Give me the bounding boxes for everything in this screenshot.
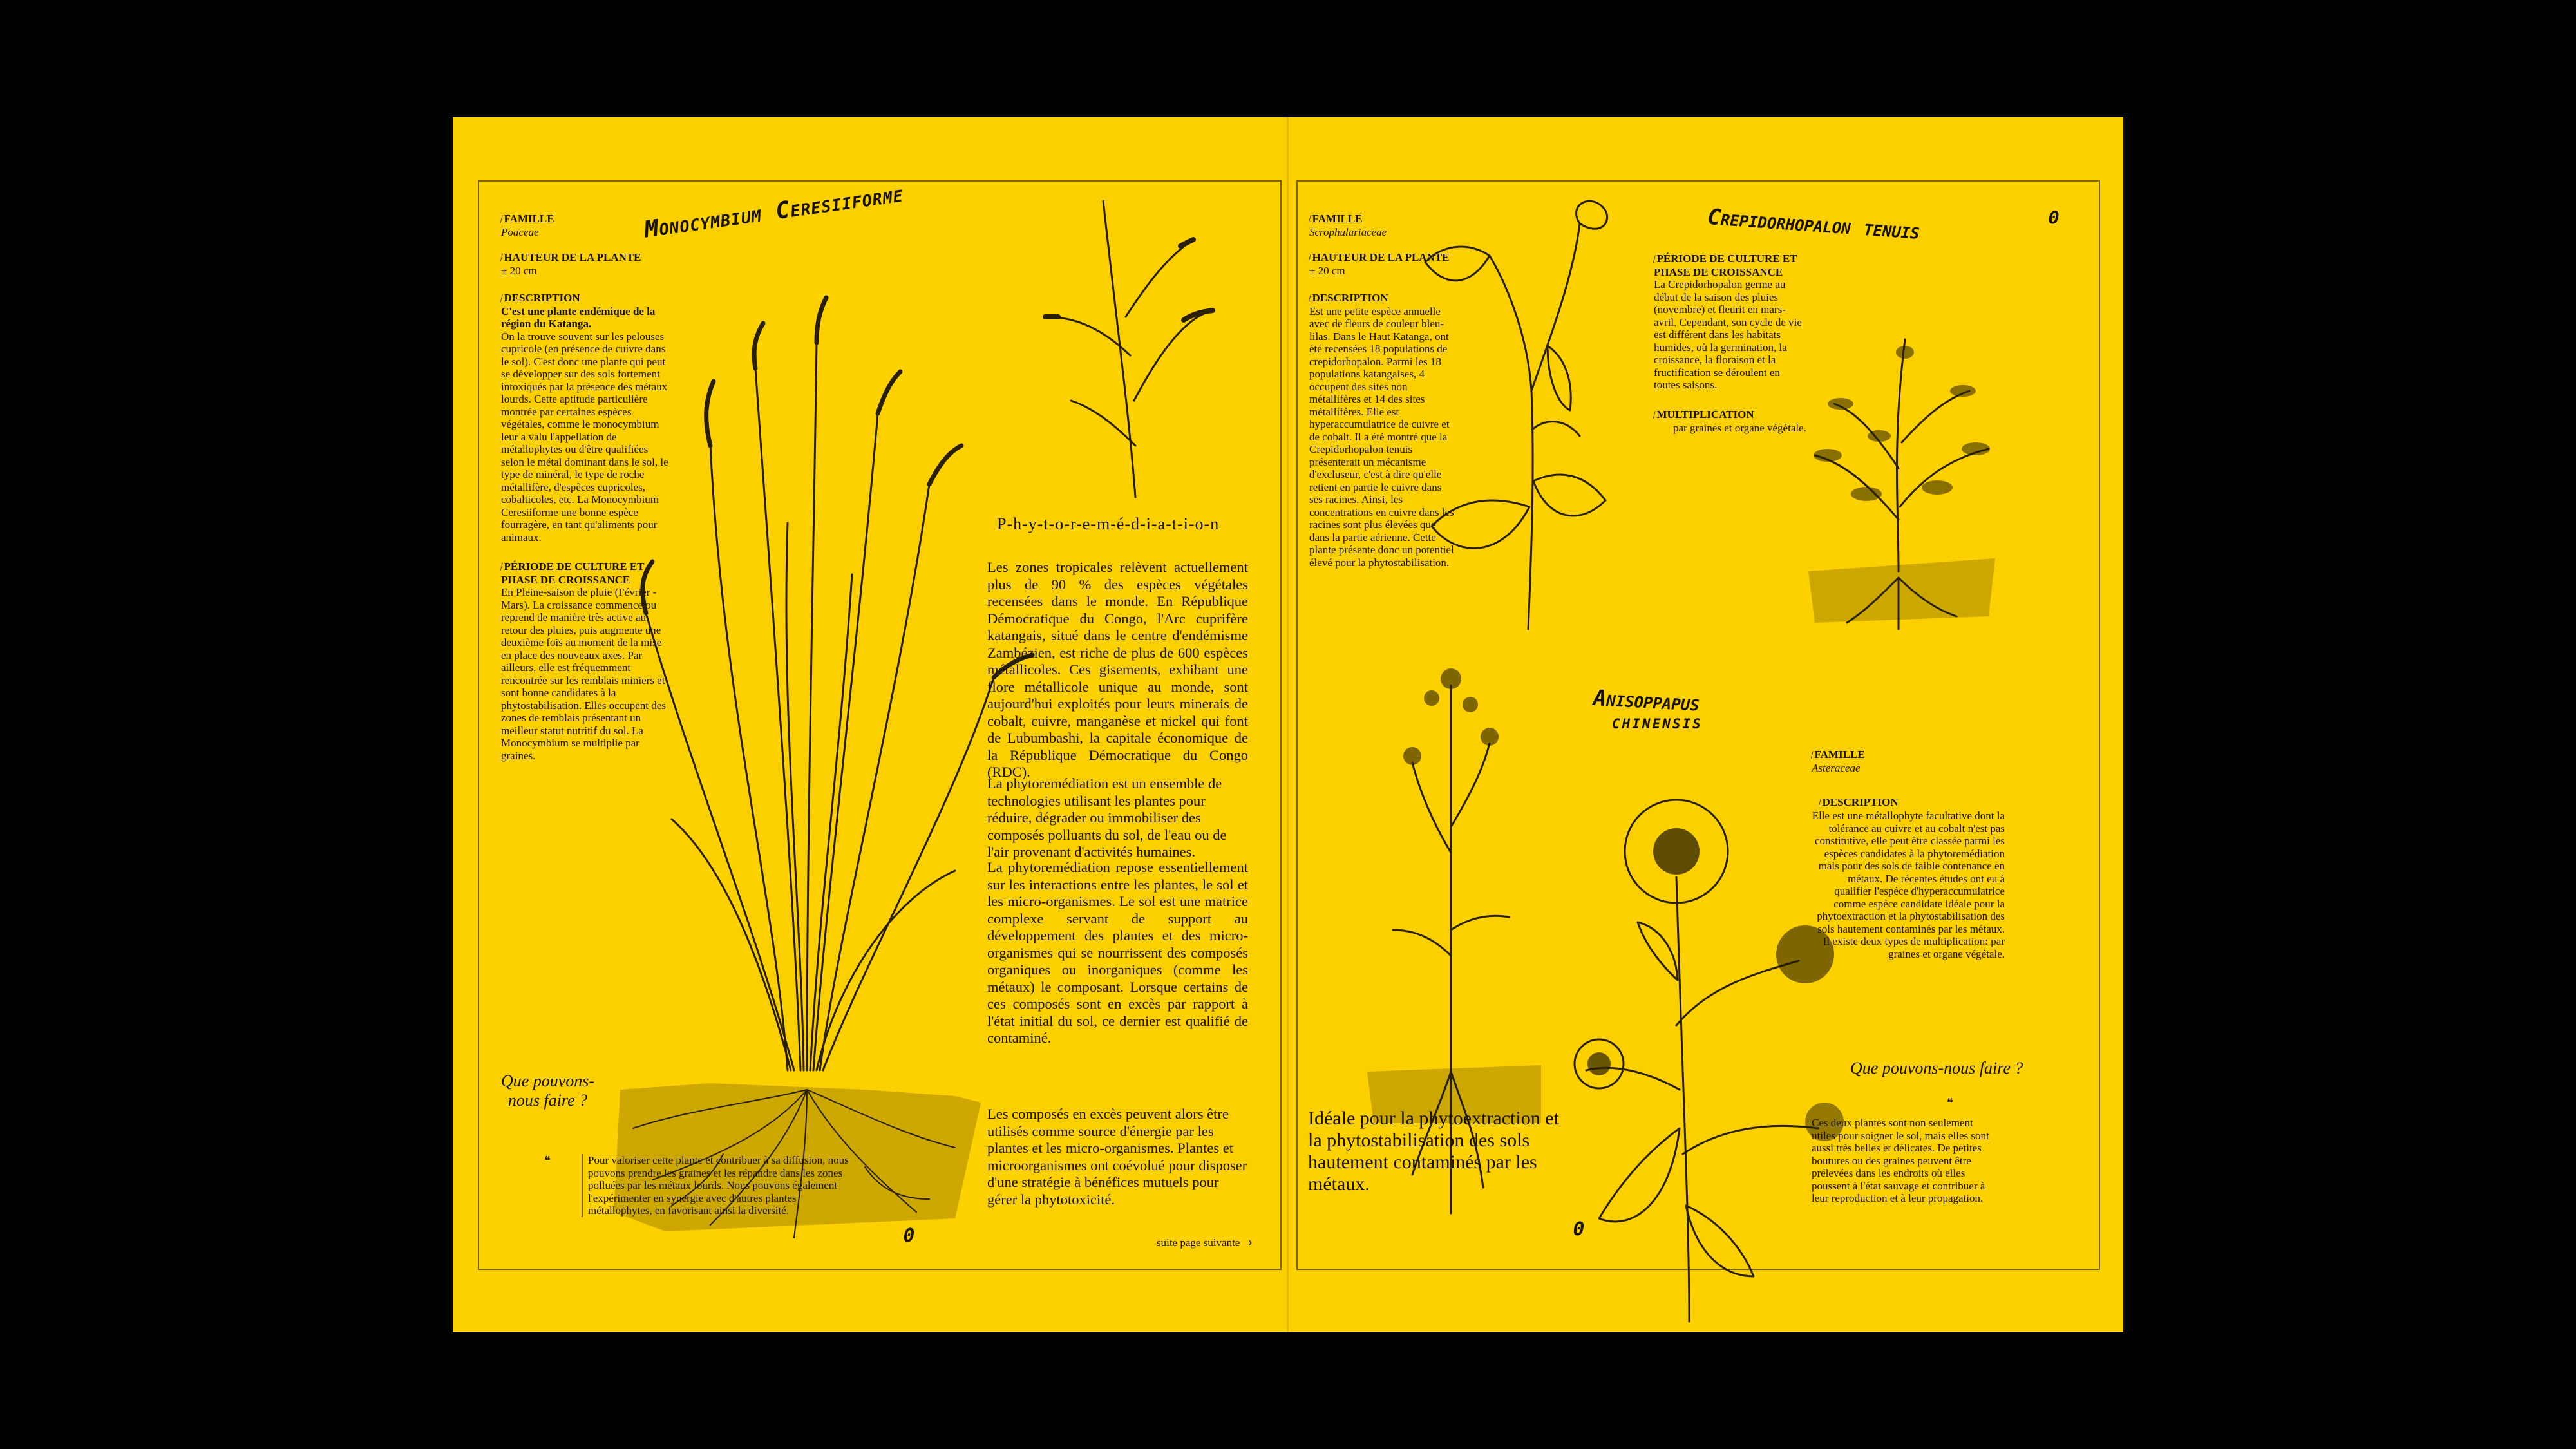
next-page-label: suite page suivante <box>1157 1236 1240 1249</box>
tick-icon: ⁄ <box>1810 750 1815 761</box>
page-gutter <box>1287 117 1289 1332</box>
phyto-paragraph-2: La phytoremédiation est un ensemble de technologies utilisant les plantes pour réduire, dégrader ou immobiliser des composés polluants du sol, de l'eau ou de l'air provenant d'activités humaines. <box>987 775 1227 860</box>
tick-icon: ⁄ <box>1817 798 1823 808</box>
tick-icon: ⁄ <box>1307 253 1313 263</box>
chevron-right-icon: › <box>1247 1233 1253 1249</box>
crep-family-label: ⁄FAMILLE <box>1307 213 1363 225</box>
period-label: ⁄PÉRIODE DE CULTURE ET PHASE DE CROISSANCE <box>499 560 645 586</box>
tick-icon: ⁄ <box>1652 254 1658 265</box>
aniso-family-label: ⁄FAMILLE <box>1810 748 1865 761</box>
crep-multiplication-text: par graines et organe végétale. <box>1673 421 1806 434</box>
crep-family-value: Scrophulariaceae <box>1309 226 1387 238</box>
left-answer: Pour valoriser cette plante et contribuer à sa diffusion, nous pouvons prendre les graines et les répandre dans les zones polluées par les métaux lourds. Nous pouvons également l'expérimenter en synergie avec d'autres plantes métallophytes, en favorisant ainsi la diversité. <box>582 1154 862 1217</box>
left-quote-mark: ❝ <box>544 1154 551 1167</box>
height-value: ± 20 cm <box>501 265 537 277</box>
tick-icon: ⁄ <box>499 253 505 263</box>
description-text: On la trouve souvent sur les pelouses cupricole (en présence de cuivre dans le sol). C'est donc une plante qui peut se développer sur des sols fortement intoxiqués par la présence des métaux lourds. Cette aptitude particulière montrée par certaines espèces végétales, comme le monocymbium leur a valu l'appellation de métallophytes ou d'être qualifiées selon le métal dominant dans le sol, le type de minéral, le type de roche métallifère, d'espèces cupricoles, cobalticoles, etc. La Monocymbium Ceresiiforme une bonne espèce fourragère, en tant qu'aliments pour animaux. <box>501 330 668 544</box>
aniso-title-line-2: chinensis <box>1612 711 1703 734</box>
crep-height-value: ± 20 cm <box>1309 265 1345 277</box>
phytoremediation-heading: P-h-y-t-o-r-e-m-é-d-i-a-t-i-o-n <box>997 515 1220 533</box>
height-label: ⁄HAUTEUR DE LA PLANTE <box>499 251 641 263</box>
left-question: Que pouvons-nous faire ? <box>500 1072 595 1110</box>
tick-icon: ⁄ <box>499 214 505 225</box>
aniso-title-line-1: Anisoppapus <box>1592 685 1700 717</box>
description-lead: C'est une plante endémique de la région du Katanga. <box>501 305 656 330</box>
crep-period-column <box>1654 252 1808 434</box>
tick-icon: ⁄ <box>499 562 505 573</box>
crepidorhopalon-illustration <box>1419 198 1612 636</box>
aniso-question: Que pouvons-nous faire ? <box>1850 1059 2023 1077</box>
aniso-flower-illustration <box>1560 768 1850 1321</box>
tick-icon: ⁄ <box>1652 410 1658 421</box>
description-label: ⁄DESCRIPTION <box>499 291 580 304</box>
aniso-info-column <box>1812 748 2005 960</box>
next-page-link[interactable] <box>1157 1233 1253 1250</box>
crep-description-text: Est une petite espèce annuelle avec de fleurs de couleur bleu-lilas. Dans le Haut Katanga, ont été recensées 18 populations de crepidorhopalon. Parmi les 18 populations katangaises, 4 occupent des sites non métallifères et 14 des sites métallifères. Elle est hyperaccumulatrice de cuivre et de cobalt. Il a été montré que la Crepidorhopalon tenuis présenterait un mécanisme d'excluseur, c'est à dire qu'elle retient en partie le cuivre dans ses racines. Ainsi, les concentrations en cuivre dans les racines sont plus élevées que dans la partie aérienne. Cette plante présente donc un potentiel élevé pour la phytostabilisation. <box>1309 305 1454 569</box>
left-symbol: ϑ <box>904 1218 914 1248</box>
magazine-spread <box>453 117 2123 1332</box>
period-text: En Pleine-saison de pluie (Février - Mars). La croissance commence ou reprend de manière très active au retour des pluies, puis augmente une deuxième fois au moment de la mise en place des nouveaux axes. Par ailleurs, elle est fréquemment rencontrée sur les remblais miniers et sont bonne candidates à la phytostabilisation. Elles occupent des zones de remblais présentant un meilleur statut nutritif du sol. La Monocymbium se multiplie par graines. <box>501 586 666 762</box>
phyto-paragraph-3: La phytoremédiation repose essentiellement sur les interactions entre les plantes, le sol et les micro-organismes. Le sol est une matrice complexe servant de support au développement des plantes et des micro-organismes qui se nourrissent des composés organiques ou inorganiques (comme les métaux) le composant. Lorsque certains de ces composés sont en excès par rapport à l'état initial du sol, ce dernier est qualifié de contaminé. <box>987 859 1248 1046</box>
family-label: ⁄FAMILLE <box>499 213 554 225</box>
crep-period-label: ⁄PÉRIODE DE CULTURE ET PHASE DE CROISSANCE <box>1652 252 1797 278</box>
aniso-family-value: Asteraceae <box>1812 762 1861 774</box>
crep-description-label: ⁄DESCRIPTION <box>1307 291 1388 304</box>
crep-multiplication-label: ⁄MULTIPLICATION <box>1652 408 1754 421</box>
crep-period-text: La Crepidorhopalon germe au début de la saison des pluies (novembre) et fleurit en mars-avril. Cependant, son cycle de vie est différent dans les habitats humides, où la germination, la croissance, la floraison et la fructification se déroulent en toutes saisons. <box>1654 278 1802 391</box>
phyto-paragraph-4: Les composés en excès peuvent alors être utilisés comme source d'énergie par les plantes et les micro-organismes. Plantes et microorganismes ont coévolué pour disposer d'une stratégie à bénéfices mutuels pour gérer la phytotoxicité. <box>987 1106 1247 1208</box>
crep-height-label: ⁄HAUTEUR DE LA PLANTE <box>1307 251 1450 263</box>
left-plant-title: Monocymbium Ceresiiforme <box>643 180 905 243</box>
aniso-description-text: Elle est une métallophyte facultative dont la tolérance au cuivre et au cobalt n'est pas constitutive, elle peut être classée parmi les espèces candidates à la phytoremédiation mais pour des sols de faible contenance en métaux. De récentes études ont eu à qualifier l'espèce d'hyperaccumulatrice comme espèce candidate idéale pour la phytoextraction et la phytostabilisation des sols hautement contaminés par les métaux. Il existe deux types de multiplication: par graines et organe végétale. <box>1812 810 2005 960</box>
family-value: Poaceae <box>501 226 539 238</box>
grass-spike-illustration <box>1032 188 1226 510</box>
aniso-description-label: ⁄DESCRIPTION <box>1817 796 1899 808</box>
crep-title: Crepidorhopalon tenuis <box>1707 204 1921 245</box>
crep-bush-illustration <box>1802 314 2002 636</box>
big-statement: Idéale pour la phytoextraction et la phytostabilisation des sols hautement contaminés par les métaux. <box>1308 1108 1559 1195</box>
crep-symbol: ϑ <box>2049 201 2060 229</box>
aniso-quote-mark: ❝ <box>1947 1096 1953 1109</box>
tick-icon: ⁄ <box>1307 214 1313 225</box>
aniso-symbol: ϑ <box>1573 1212 1584 1242</box>
aniso-answer: Ces deux plantes sont non seulement utiles pour soigner le sol, mais elles sont aussi très belles et délicates. De petites boutures ou des graines peuvent être prélevées dans les endroits où elles poussent à l'état sauvage et contribuer à leur reproduction et à leur propagation. <box>1812 1117 1989 1204</box>
tick-icon: ⁄ <box>1307 293 1313 304</box>
tick-icon: ⁄ <box>499 293 505 304</box>
phyto-paragraph-1: Les zones tropicales relèvent actuellement plus de 90 % des espèces végétales recensées dans le monde. En République Démocratique du Congo, l'Arc cuprifère katangais, situé dans le centre d'endémisme Zambézien, est riche de plus de 600 espèces métallicoles. Ces gisements, exhibant une flore métallicole unique au monde, sont aujourd'hui exploités pour leurs minerais de cobalt, cuivre, manganèse et nickel qui font de Lubumbashi, la capitale économique de la République Démocratique du Congo (RDC). <box>987 559 1248 780</box>
